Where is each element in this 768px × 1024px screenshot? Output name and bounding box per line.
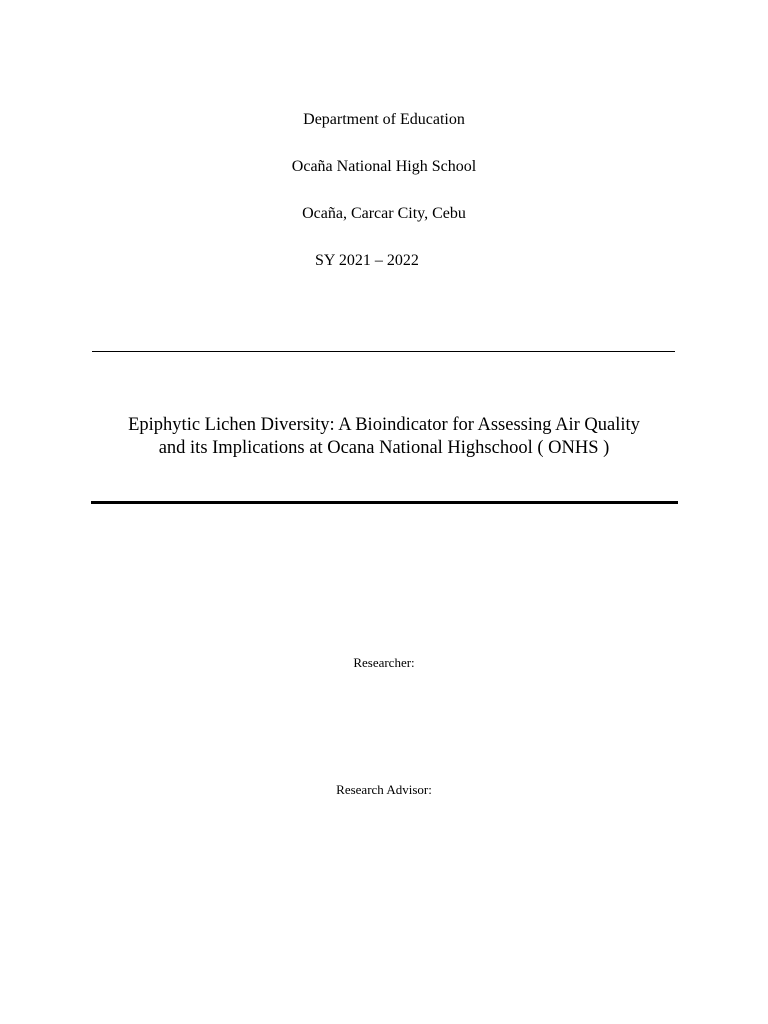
- research-title: [0, 414, 768, 460]
- school-year: SY 2021 – 2022: [315, 252, 419, 269]
- thick-divider: [91, 501, 678, 504]
- research-title-line-2: and its Implications at Ocana National Highschool ( ONHS ): [158, 438, 610, 458]
- researcher-label: Researcher:: [353, 655, 415, 670]
- underscore-divider: [92, 351, 675, 352]
- school-name: Ocaña National High School: [291, 158, 477, 175]
- research-advisor-label: Research Advisor:: [336, 782, 432, 797]
- research-title-line-1: Epiphytic Lichen Diversity: A Bioindicator for Assessing Air Quality: [128, 415, 640, 435]
- department-name: Department of Education: [303, 111, 465, 128]
- school-address: Ocaña, Carcar City, Cebu: [302, 205, 466, 222]
